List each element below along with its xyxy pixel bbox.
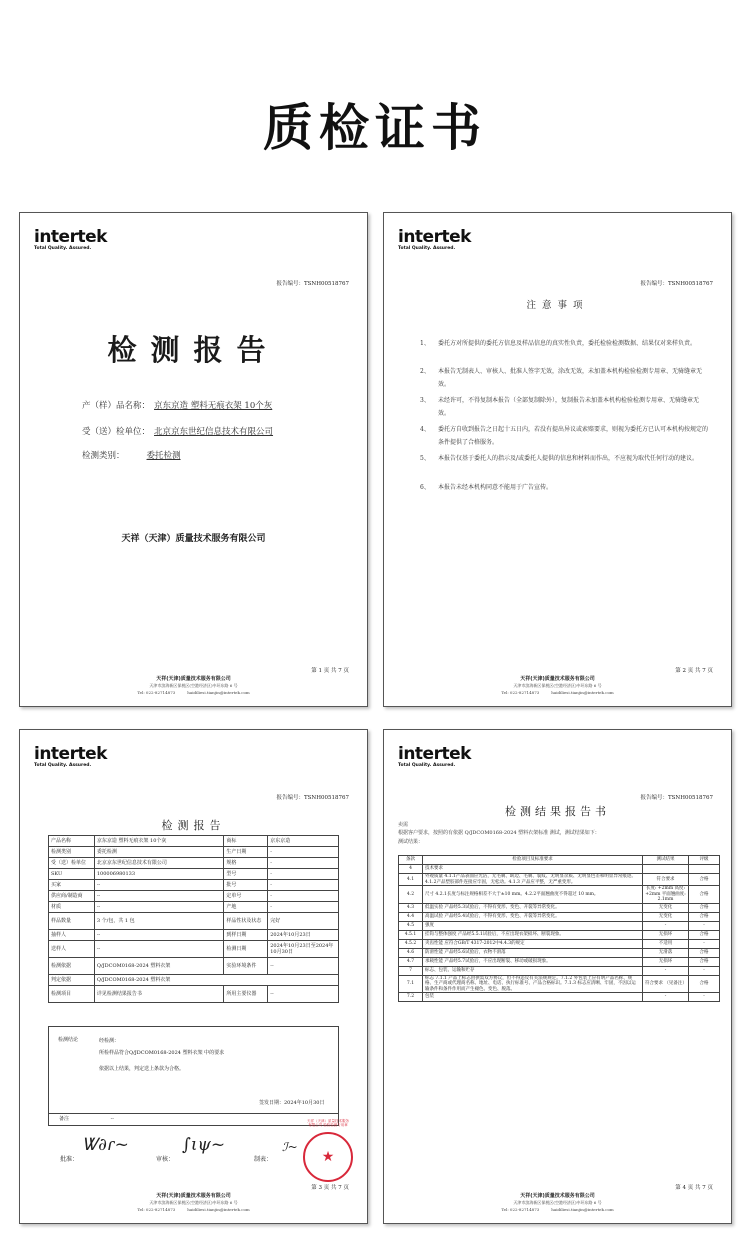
info-cell: - — [268, 847, 339, 858]
result-row — [399, 966, 720, 975]
footer-contact: Tel: 022-82714873 haidiliesi.tianjin@intertek.com — [137, 1207, 250, 1212]
info-cell: 京东京造 — [268, 836, 339, 847]
result-cell: 7 — [399, 966, 423, 975]
info-cell: -- — [94, 902, 224, 913]
result-cell: 合格 — [689, 930, 720, 939]
remark-row — [48, 1114, 339, 1126]
result-cell: 合格 — [689, 975, 720, 993]
footer-contact: Tel: 022-82714873 haidiliesi.tianjin@intertek.com — [501, 1207, 614, 1212]
result-cell: 4.5 — [399, 921, 423, 930]
result-cell: 承载性能 产品经5.7试验后，不应出现断裂、移动或破损现象。 — [423, 957, 643, 966]
notice-item: 4、 委托方自收到报告之日起十五日内，若没有提出异议或索赔要求，则视为委托方已认可本机构按规定的条件提供了合格服务。 — [420, 426, 709, 446]
product-label: 产（样）品名称： — [82, 401, 151, 411]
info-cell: 2024年10月23日至2024年10月30日 — [268, 941, 339, 958]
approver-signature: Ꮤ∂ɾ~ — [82, 1135, 129, 1155]
footer-company: 天祥(天津)质量技术服务有限公司 — [156, 1193, 231, 1199]
result-cell: 符合要求 — [643, 874, 689, 886]
result-row — [399, 865, 720, 874]
reviewer-signature: ∫ιψ~ — [182, 1135, 226, 1155]
result-cell — [643, 865, 689, 874]
result-cell: 4.5.2 — [399, 939, 423, 948]
info-cell: 材质 — [49, 902, 95, 913]
intertek-logo: intertek — [34, 744, 107, 764]
result-cell: 无损坏 — [643, 957, 689, 966]
result-cell: 不适用 — [643, 939, 689, 948]
approve-label: 批准： — [60, 1156, 79, 1163]
info-cell: 检测项目 — [49, 986, 95, 1003]
results-note: 根据客户要求，按照的有依据 Q/JDCOM0168-2024 塑料衣架标准 测试，测试结果如下： — [398, 830, 600, 836]
result-cell: 长度: +2mm 高度: +2mm 平面翘曲度: 2.1mm — [643, 886, 689, 904]
notice-item: 5、 本报告仅基于委托人的指示及/或委托人提供的信息和材料而作出，不应视为取代任何行动的建议。 — [420, 455, 699, 462]
result-cell: 合格 — [689, 948, 720, 957]
issue-date: 签发日期：2024年10月30日 — [259, 1100, 325, 1106]
result-cell: 4.6 — [399, 948, 423, 957]
result-cell: 防滑性能 产品经5.6试验后，衣物不滑落 — [423, 948, 643, 957]
info-cell: 检测日期 — [224, 941, 268, 958]
result-cell: 强度 — [423, 921, 643, 930]
info-cell: 生产日期 — [224, 847, 268, 858]
result-row — [399, 903, 720, 912]
footer-address: 天津市滨海新区保税区(空港经济区)中环东路 6 号 — [513, 683, 602, 688]
cover-company: 天祥（天津）质量技术服务有限公司 — [121, 534, 266, 544]
result-row — [399, 921, 720, 930]
result-cell: 标志、包装、运输和贮存 — [423, 966, 643, 975]
info-cell: -- — [268, 986, 339, 1003]
result-cell: 4.2 — [399, 886, 423, 904]
info-cell: 检测依据 — [49, 958, 95, 975]
notice-item: 6、 本报告未经本机构同意不能用于广告宣传。 — [420, 484, 553, 491]
results-note: 测试结果： — [398, 839, 424, 845]
remark-label: 备注 — [59, 1116, 70, 1122]
info-cell: 完好 — [268, 913, 339, 930]
result-cell: 4 — [399, 865, 423, 874]
info-cell: 送样人 — [49, 941, 95, 958]
info-row — [49, 847, 339, 858]
result-row — [399, 912, 720, 921]
info-row — [49, 902, 339, 913]
result-cell: 高温试验 产品经5.4试验后，不得有变形、变色、开裂等异常变化。 — [423, 912, 643, 921]
result-cell: 4.5.1 — [399, 930, 423, 939]
column-header: 测试结果 — [643, 856, 689, 865]
result-row — [399, 993, 720, 1002]
result-cell: 合格 — [689, 957, 720, 966]
result-cell: 4.3 — [399, 903, 423, 912]
prepare-label: 制表： — [254, 1156, 273, 1163]
column-header: 检验项目及标准要求 — [423, 856, 643, 865]
result-cell: 4.1 — [399, 874, 423, 886]
notice-title: 注意事项 — [526, 300, 589, 311]
info-cell: SKU — [49, 869, 95, 880]
report-number: 报告编号：TSNH00518767 — [640, 281, 713, 287]
result-cell: 7.2 — [399, 993, 423, 1002]
logo-tagline: Total Quality. Assured. — [34, 246, 92, 251]
result-row — [399, 948, 720, 957]
result-cell: - — [689, 966, 720, 975]
page-number: 第 1 页 共 7 页 — [311, 668, 349, 674]
results-table — [398, 855, 720, 1002]
product-value: 京东京造 塑料无痕衣架 10个灰 — [154, 401, 273, 411]
test-type-value: 委托检测 — [146, 451, 181, 461]
conclusion-line: 依据以上结果，判定送上条款为合格。 — [99, 1066, 185, 1072]
conclusion-line: 经检测： — [99, 1038, 120, 1044]
result-row — [399, 957, 720, 966]
result-cell: 挂钩与整体强度 产品经5.5.1试验后，不应出现衣架损坏、断裂现象。 — [423, 930, 643, 939]
info-cell: 100006980133 — [94, 869, 224, 880]
info-cell: 判定依据 — [49, 975, 95, 986]
page-number: 第 3 页 共 7 页 — [311, 1185, 349, 1191]
result-cell: 无损坏 — [643, 930, 689, 939]
page-number: 第 4 页 共 7 页 — [675, 1185, 713, 1191]
info-row — [49, 975, 339, 986]
logo-tagline: Total Quality. Assured. — [34, 763, 92, 768]
info-cell: 所用主要仪器 — [224, 986, 268, 1003]
results-note: 卖需 — [398, 822, 409, 828]
intertek-logo: intertek — [398, 744, 471, 764]
info-cell: 型号 — [224, 869, 268, 880]
result-row — [399, 975, 720, 993]
logo-tagline: Total Quality. Assured. — [398, 763, 456, 768]
info-row — [49, 913, 339, 930]
result-cell: 无变化 — [643, 903, 689, 912]
report-info-table — [48, 835, 339, 1003]
info-cell: 实验环境条件 — [224, 958, 268, 975]
info-cell: Q/JDCOM0168-2024 塑料衣架 — [94, 958, 224, 975]
result-cell: - — [689, 921, 720, 930]
result-cell: 技术要求 — [423, 865, 643, 874]
result-cell — [689, 865, 720, 874]
report-summary-page — [19, 729, 368, 1224]
client-value: 北京京东世纪信息技术有限公司 — [154, 427, 274, 437]
footer-company: 天祥(天津)质量技术服务有限公司 — [156, 676, 231, 682]
info-cell: 样品数量 — [49, 913, 95, 930]
result-cell: - — [689, 993, 720, 1002]
info-row — [49, 880, 339, 891]
intertek-logo: intertek — [398, 227, 471, 247]
report-number: 报告编号：TSNH00518767 — [276, 281, 349, 287]
info-row — [49, 869, 339, 880]
report-number: 报告编号：TSNH00518767 — [276, 795, 349, 801]
footer-contact: Tel: 022-82714873 haidiliesi.tianjin@intertek.com — [137, 690, 250, 695]
info-cell: 抽样人 — [49, 930, 95, 941]
results-page — [383, 729, 732, 1224]
info-cell: -- — [94, 930, 224, 941]
info-cell: 定单号 — [224, 891, 268, 902]
footer-address: 天津市滨海新区保税区(空港经济区)中环东路 6 号 — [149, 683, 238, 688]
review-label: 审核： — [156, 1156, 175, 1163]
remark-value: -- — [110, 1116, 114, 1122]
info-cell: - — [268, 869, 339, 880]
result-cell: 低温实验 产品经5.3试验后，不得有变形、变色、开裂等异常变化。 — [423, 903, 643, 912]
info-cell: -- — [268, 958, 339, 975]
info-cell: 2024年10月23日 — [268, 930, 339, 941]
info-row — [49, 858, 339, 869]
info-row — [49, 958, 339, 975]
result-cell: 无变化 — [643, 912, 689, 921]
result-cell: 符合要求 （见备注） — [643, 975, 689, 993]
report-number: 报告编号：TSNH00518767 — [640, 795, 713, 801]
info-cell: 到样日期 — [224, 930, 268, 941]
preparer-signature: ℐ~ — [282, 1140, 298, 1154]
product-name-row — [82, 399, 272, 411]
intertek-logo: intertek — [34, 227, 107, 247]
info-cell: 批号 — [224, 880, 268, 891]
info-cell: 供应商/制造商 — [49, 891, 95, 902]
info-cell: 京东京造 塑料无痕衣架 10个灰 — [94, 836, 224, 847]
info-cell: 买家 — [49, 880, 95, 891]
result-row — [399, 939, 720, 948]
result-cell: - — [643, 921, 689, 930]
notice-item: 1、 委托方对所提供的委托方信息及样品信息的真实性负责，委托检验检测数据、结果仅对来样负责。 — [420, 340, 697, 347]
conclusion-line: 所检样品符合Q/JDCOM0168-2024 塑料衣架 中的要求 — [99, 1050, 225, 1056]
info-cell: 委托检测 — [94, 847, 224, 858]
info-cell: 详见检测结果报告书 — [94, 986, 224, 1003]
result-cell: 合格 — [689, 874, 720, 886]
info-cell: 样品性状及状态 — [224, 913, 268, 930]
summary-title: 检测报告 — [161, 819, 226, 832]
info-row — [49, 941, 339, 958]
test-type-label: 检测类别： — [82, 451, 125, 461]
info-cell: - — [268, 902, 339, 913]
info-cell: 规格 — [224, 858, 268, 869]
result-cell: 尺寸 4.2.1长度与标注规格相差不大于±10 mm。4.2.2平面翘曲度不得超过 10 mm。 — [423, 886, 643, 904]
info-cell: -- — [94, 941, 224, 958]
footer-address: 天津市滨海新区保税区(空港经济区)中环东路 6 号 — [149, 1200, 238, 1205]
official-seal: ★ 天祥（天津）质量技术服务有限公司 检验检测专用章 — [303, 1132, 353, 1182]
page-number: 第 2 页 共 7 页 — [675, 668, 713, 674]
info-cell: 商标 — [224, 836, 268, 847]
result-cell: - — [643, 966, 689, 975]
certificate-title: 质检证书 — [263, 99, 487, 157]
notice-item: 2、 本报告无制表人、审核人、批准人签字无效，涂改无效，未加盖本机构检验检测专用章、无骑缝章无效。 — [420, 368, 703, 388]
footer-address: 天津市滨海新区保税区(空港经济区)中环东路 6 号 — [513, 1200, 602, 1205]
result-cell: 包装 — [423, 993, 643, 1002]
notice-page — [383, 212, 732, 707]
result-cell: 7.1 — [399, 975, 423, 993]
info-row — [49, 930, 339, 941]
info-cell: 产地 — [224, 902, 268, 913]
conclusion-label: 检测结论 — [57, 1037, 78, 1043]
result-row — [399, 874, 720, 886]
info-cell: - — [268, 891, 339, 902]
info-cell: Q/JDCOM0168-2024 塑料衣架 — [94, 975, 338, 986]
info-cell: -- — [94, 891, 224, 902]
result-cell: 标志 7.1.1 产品上标志由供需双方协议，但不得违反有关法规规定。7.1.2 外包装上应有明产品名称、规格、生产商或代理商名称、地址、电话、执行标准号、产品合格标识。7.1.3 标志应清晰、牢固，不因以运输条件和条件作用而产生褪色、变色、脱落。 — [423, 975, 643, 993]
test-type-row — [82, 449, 231, 461]
logo-tagline: Total Quality. Assured. — [398, 246, 456, 251]
info-row — [49, 891, 339, 902]
info-cell: 受（送）检单位 — [49, 858, 95, 869]
info-row — [49, 986, 339, 1003]
conclusion-box — [48, 1026, 339, 1114]
result-cell: 合格 — [689, 886, 720, 904]
info-cell: 北京京东世纪信息技术有限公司 — [94, 858, 224, 869]
info-row — [49, 836, 339, 847]
results-title: 检测结果报告书 — [505, 805, 610, 818]
footer-company: 天祥(天津)质量技术服务有限公司 — [520, 676, 595, 682]
result-cell: 无滑落 — [643, 948, 689, 957]
info-cell: - — [268, 858, 339, 869]
result-row — [399, 886, 720, 904]
info-cell: - — [268, 880, 339, 891]
cover-title: 检测报告 — [107, 333, 280, 367]
info-cell: -- — [94, 880, 224, 891]
result-cell: 合格 — [689, 912, 720, 921]
result-cell: - — [689, 939, 720, 948]
column-header: 评级 — [689, 856, 720, 865]
client-row — [82, 425, 273, 437]
result-cell: - — [643, 993, 689, 1002]
footer-contact: Tel: 022-82714873 haidiliesi.tianjin@intertek.com — [501, 690, 614, 695]
result-cell: 4.7 — [399, 957, 423, 966]
result-cell: 夹齿性能 应符合GB/T 4317-2012中4.4.3的规定 — [423, 939, 643, 948]
seal-text: 天祥（天津）质量技术服务有限公司 检验检测专用章 — [307, 1119, 349, 1127]
notice-item: 3、 未经许可，不得复制本报告（全部复制除外），复制报告未加盖本机构检验检测专用章、无骑缝章无效。 — [420, 397, 700, 417]
result-cell: 4.4 — [399, 912, 423, 921]
client-label: 受（送）检单位： — [82, 427, 151, 437]
result-cell: 合格 — [689, 903, 720, 912]
column-header: 条款 — [399, 856, 423, 865]
info-cell: 产品名称 — [49, 836, 95, 847]
result-row — [399, 930, 720, 939]
info-cell: 3 个/包，共 1 包 — [94, 913, 224, 930]
report-cover-page — [19, 212, 368, 707]
footer-company: 天祥(天津)质量技术服务有限公司 — [520, 1193, 595, 1199]
info-cell: 检测类别 — [49, 847, 95, 858]
result-cell: 外观质量 4.1.1产品表面应光洁，无毛刺、缺边、毛刺、裂纹、无明显杂质、无明显色差和明显异常痕迹。4.1.2产品塑胶部件连接应牢固，无松动。4.1.3 产品应平整，无严重变形。 — [423, 874, 643, 886]
